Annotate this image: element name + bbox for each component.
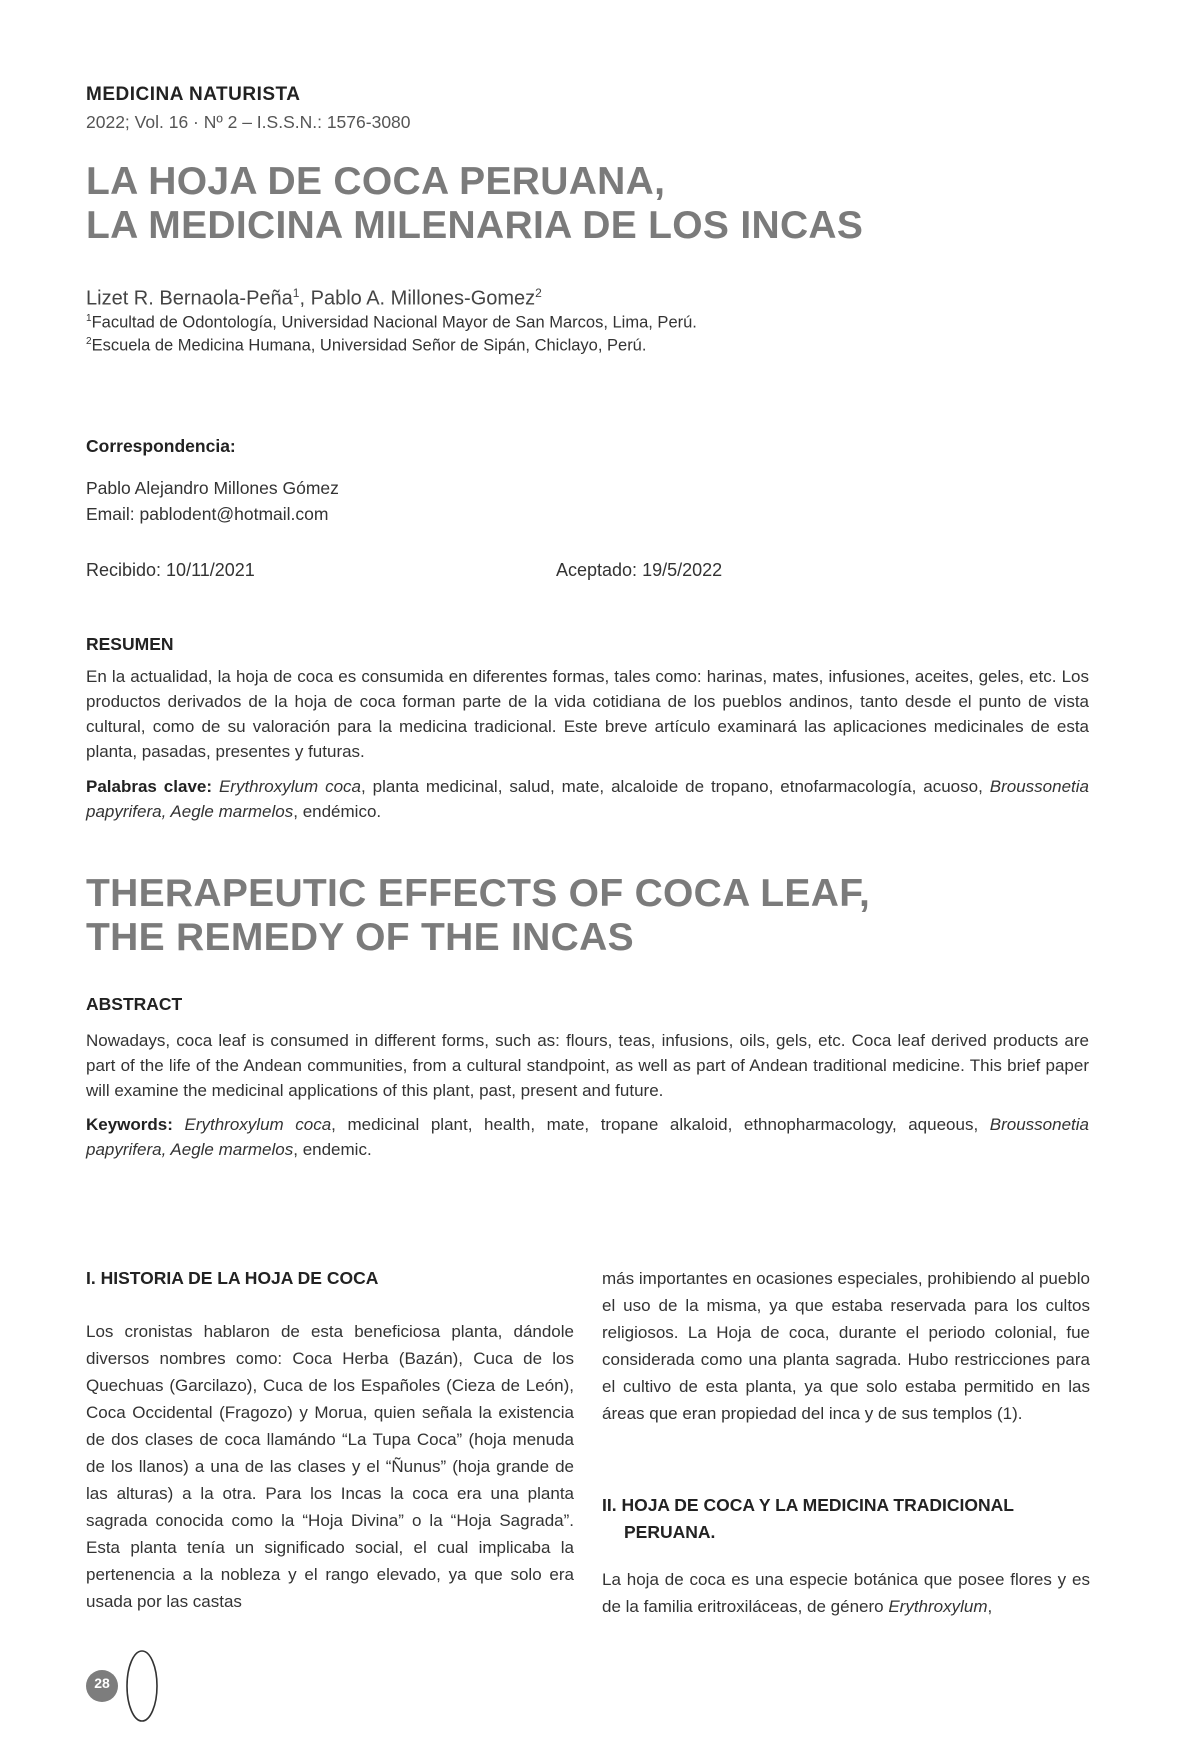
abstract-keywords: [86, 1112, 1089, 1162]
affiliation-1: [86, 313, 1086, 333]
section-2-text-italic: Erythroxylum: [888, 1597, 988, 1616]
abstract-keywords-label: Keywords:: [86, 1115, 173, 1134]
page-badge-ellipse: [127, 1651, 157, 1721]
abstract-text: Nowadays, coca leaf is consumed in different forms, such as: flours, teas, infusions, oils, gels, etc. Coca leaf derived products are part of the life of the Andean communities, from a cultural standpoint, as well as part of Andean traditional medicine. This brief paper will examine the medicinal applications of this plant, past, present and future.: [86, 1031, 1089, 1100]
author-separator: ,: [299, 287, 311, 310]
affiliation-2: [86, 336, 1086, 356]
abstract-heading: ABSTRACT: [86, 994, 183, 1014]
page-number: 28: [94, 1675, 110, 1691]
resumen-text: En la actualidad, la hoja de coca es consumida en diferentes formas, tales como: harinas, mates, infusiones, aceites, geles, etc. Los productos derivados de la hoja de coca forman parte de la vida cotidiana de los pueblos andinos, tanto desde el punto de vista cultural, como de su valoración para la medicina tradicional. Este breve artículo examinará las aplicaciones medicinales de esta planta, pasadas, presentes y futuras.: [86, 667, 1089, 761]
resumen-kw-plain-2: , endémico.: [293, 802, 382, 821]
resumen-kw-plain-1: , planta medicinal, salud, mate, alcaloide de tropano, etnofarmacología, acuoso,: [360, 777, 990, 796]
affiliation-2-sup: 2: [86, 336, 92, 347]
section-2-text: [602, 1566, 1090, 1620]
journal-name: MEDICINA NATURISTA: [86, 84, 301, 105]
correspondence-label: Correspondencia:: [86, 436, 236, 456]
abstract-kw-plain-1: , medicinal plant, health, mate, tropane alkaloid, ethnopharmacology, aqueous,: [331, 1115, 990, 1134]
section-1-heading: I. HISTORIA DE LA HOJA DE COCA: [86, 1268, 379, 1288]
author-2: Pablo A. Millones-Gomez: [310, 287, 536, 310]
author-1: Lizet R. Bernaola-Peña: [86, 287, 293, 310]
journal-header: [86, 84, 1086, 133]
title-english-line1: THERAPEUTIC EFFECTS OF COCA LEAF,: [86, 872, 871, 915]
section-2-text-plain: La hoja de coca es una especie botánica que posee flores y es de la familia eritroxiláceas, de género: [602, 1570, 1090, 1616]
abstract-kw-italic-2: Broussonetia papyrifera, Aegle marmelos: [86, 1115, 1089, 1159]
journal-issue: 2022; Vol. 16 · Nº 2 – I.S.S.N.: 1576-3080: [86, 112, 411, 132]
abstract-kw-plain-2: , endemic.: [293, 1140, 372, 1159]
author-1-sup: 1: [292, 286, 300, 300]
correspondence-name: Pablo Alejandro Millones Gómez: [86, 478, 339, 498]
affiliation-1-sup: 1: [86, 313, 92, 324]
section-2-text-end: ,: [987, 1597, 993, 1616]
resumen-keywords: [86, 774, 1089, 824]
title-spanish-line1: LA HOJA DE COCA PERUANA,: [86, 160, 666, 203]
title-english-line2: THE REMEDY OF THE INCAS: [86, 916, 634, 959]
section-1-continued: más importantes en ocasiones especiales, prohibiendo al pueblo el uso de la misma, ya que estaba reservada para los cultos religiosos. La Hoja de coca, durante el periodo colonial, fue considerada como una planta sagrada. Hubo restricciones para el cultivo de esta planta, ya que solo estaba permitido en las áreas que eran propiedad del inca y de sus templos (1).: [602, 1269, 1090, 1423]
title-english: [86, 872, 1086, 960]
correspondence-email: Email: pablodent@hotmail.com: [86, 504, 329, 524]
affiliation-1-text: Facultad de Odontología, Universidad Nacional Mayor de San Marcos, Lima, Perú.: [91, 313, 697, 332]
accepted-date: Aceptado: 19/5/2022: [556, 560, 723, 580]
title-spanish-line2: LA MEDICINA MILENARIA DE LOS INCAS: [86, 204, 864, 247]
author-2-sup: 2: [535, 286, 542, 300]
section-2-heading: [602, 1492, 1014, 1546]
title-spanish: [86, 160, 1086, 248]
received-date: Recibido: 10/11/2021: [86, 560, 255, 580]
resumen-keywords-label: Palabras clave:: [86, 777, 213, 796]
resumen-kw-italic-2: Broussonetia papyrifera, Aegle marmelos: [86, 777, 1089, 821]
section-2-heading-line2: PERUANA.: [624, 1522, 716, 1542]
abstract-kw-italic-1: Erythroxylum coca: [184, 1115, 332, 1134]
resumen-kw-italic-1: Erythroxylum coca: [218, 777, 361, 796]
affiliation-2-text: Escuela de Medicina Humana, Universidad Señor de Sipán, Chiclayo, Perú.: [91, 336, 647, 355]
section-1-text: Los cronistas hablaron de esta beneficiosa planta, dándole diversos nombres como: Coca Herba (Bazán), Cuca de los Quechuas (Garcilazo), Cuca de los Españoles (Cieza de León), Coca Occidental (Fragozo) y Morua, quien señala la existencia de dos clases de coca llamándo “La Tupa Coca” (hoja menuda de los llanos) a una de las clases y el “Ñunus” (hoja grande de las alturas) a la otra. Para los Incas la coca era una planta sagrada conocida como la “Hoja Divina” o la “Hoja Sagrada”. Esta planta tenía un significado social, el cual implicaba la pertenencia a la nobleza y el rango elevado, ya que solo era usada por las castas: [86, 1322, 574, 1611]
resumen-heading: RESUMEN: [86, 634, 174, 654]
section-2-heading-line1: II. HOJA DE COCA Y LA MEDICINA TRADICIONAL: [602, 1495, 1014, 1515]
authors: [86, 286, 1086, 311]
